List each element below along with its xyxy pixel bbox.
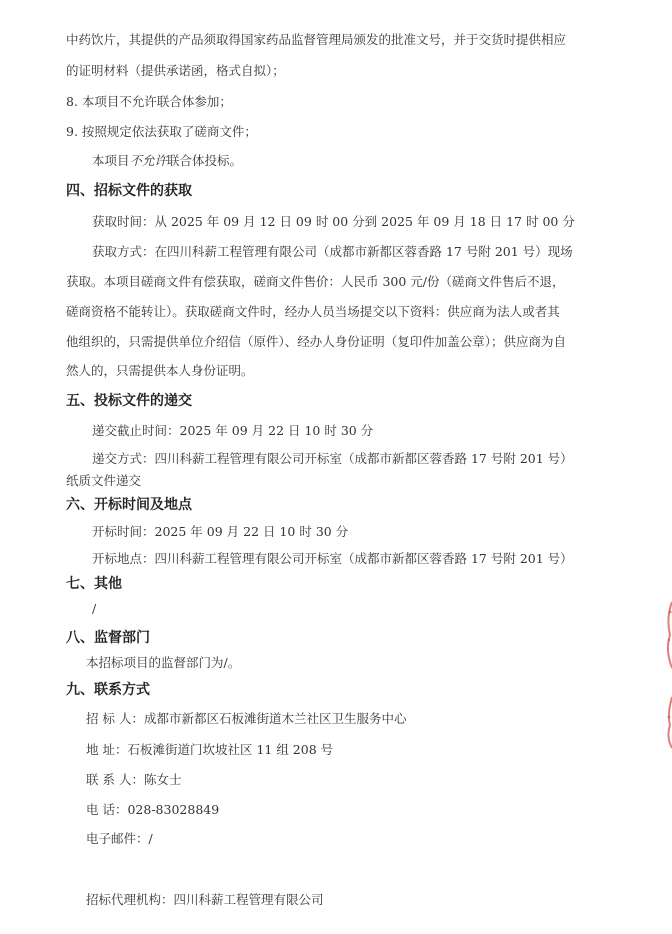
- list-item-9: 9. 按照规定依法获取了磋商文件；: [66, 124, 257, 139]
- obtain-method-line: 磋商资格不能转让）。获取磋商文件时，经办人员当场提交以下资料：供应商为法人或者其: [66, 304, 560, 319]
- consortium-note-emphasis: 不允许: [129, 153, 168, 168]
- tender-agency: 招标代理机构：四川科薪工程管理有限公司: [86, 892, 324, 907]
- other-content: /: [92, 601, 97, 616]
- opening-place: 开标地点：四川科薪工程管理有限公司开标室（成都市新都区蓉香路 17 号附 201 号）: [92, 551, 573, 566]
- seal-fragment: [664, 600, 672, 670]
- obtain-method-line: 获取。本项目磋商文件有偿获取，磋商文件售价：人民币 300 元/份（磋商文件售后不退，: [66, 274, 565, 289]
- consortium-note-suffix: 联合体投标。: [167, 153, 243, 168]
- section-heading-5: 五、投标文件的递交: [66, 393, 192, 409]
- consortium-note: [92, 153, 242, 169]
- section-heading-6: 六、开标时间及地点: [66, 497, 192, 513]
- supervision-content: 本招标项目的监督部门为/。: [86, 655, 241, 670]
- obtain-time: 获取时间：从 2025 年 09 月 12 日 09 时 00 分到 2025 年 09 月 18 日 17 时 00 分: [92, 214, 575, 229]
- text-line: 的证明材料（提供承诺函，格式自拟）；: [66, 63, 285, 78]
- contact-address: 地 址：石板滩街道门坎坡社区 11 组 208 号: [86, 742, 334, 757]
- list-item-8: 8. 本项目不允许联合体参加；: [66, 94, 232, 109]
- consortium-note-prefix: 本项目: [92, 153, 130, 168]
- seal-fragment: [664, 695, 672, 750]
- submission-method: 递交方式：四川科薪工程管理有限公司开标室（成都市新都区蓉香路 17 号附 201 号）: [92, 451, 573, 466]
- section-heading-7: 七、其他: [66, 576, 122, 592]
- section-heading-9: 九、联系方式: [66, 682, 150, 698]
- obtain-method-line: 他组织的，只需提供单位介绍信（原件）、经办人身份证明（复印件加盖公章）；供应商为自: [66, 334, 567, 349]
- section-heading-4: 四、招标文件的获取: [66, 183, 192, 199]
- text-line: 中药饮片，其提供的产品须取得国家药品监督管理局颁发的批准文号，并于交货时提供相应: [66, 32, 567, 47]
- section-heading-8: 八、监督部门: [66, 630, 150, 646]
- contact-phone: 电 话：028-83028849: [86, 802, 220, 817]
- obtain-method-line: 然人的，只需提供本人身份证明。: [66, 363, 254, 378]
- opening-time: 开标时间：2025 年 09 月 22 日 10 时 30 分: [92, 524, 349, 539]
- contact-tenderer: 招 标 人：成都市新都区石板滩街道木兰社区卫生服务中心: [86, 711, 407, 726]
- obtain-method-line: 获取方式：在四川科薪工程管理有限公司（成都市新都区蓉香路 17 号附 201 号）现场: [92, 244, 573, 259]
- contact-email: 电子邮件：/: [86, 831, 153, 846]
- submission-method-cont: 纸质文件递交: [66, 473, 142, 488]
- contact-person: 联 系 人：陈女士: [86, 772, 182, 787]
- submission-deadline: 递交截止时间：2025 年 09 月 22 日 10 时 30 分: [92, 423, 374, 438]
